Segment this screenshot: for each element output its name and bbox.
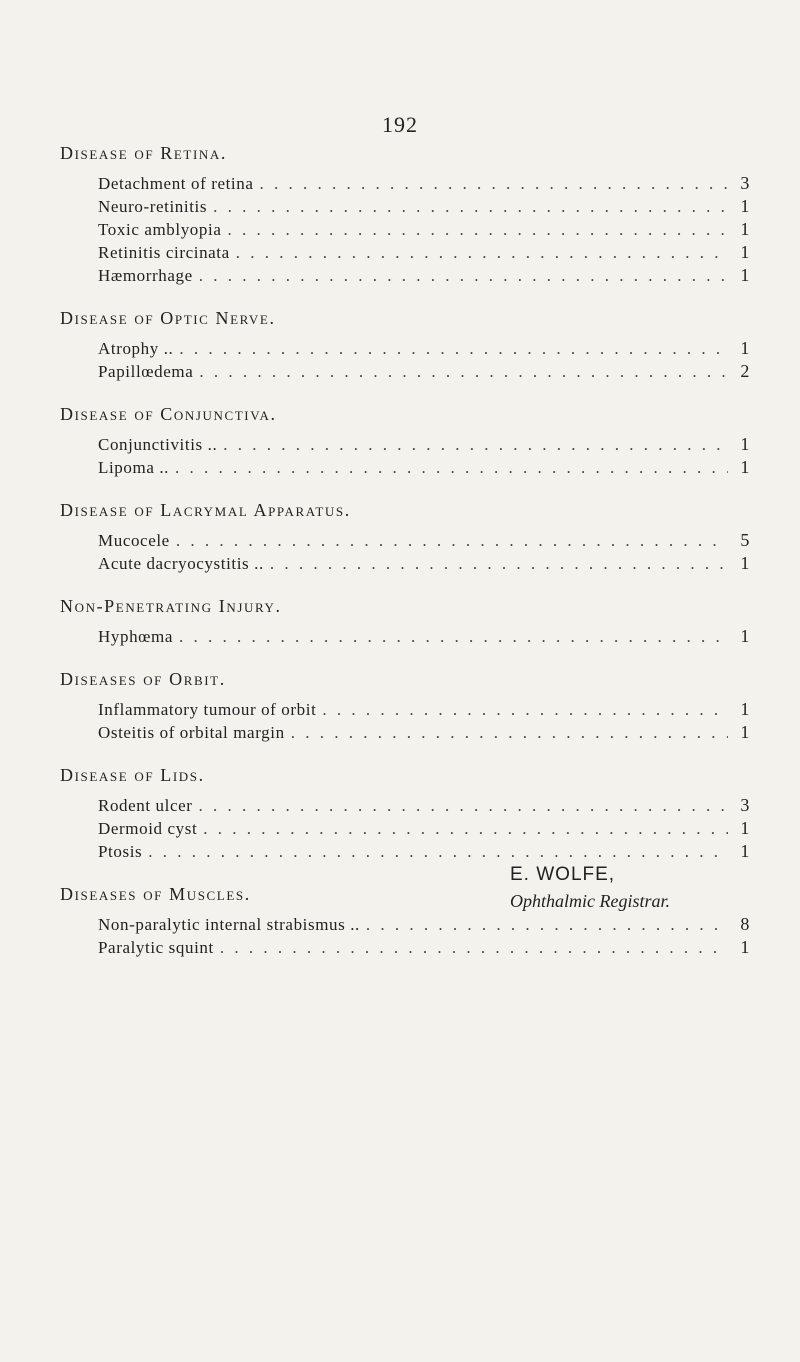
section-heading: Disease of Optic Nerve.: [60, 308, 276, 328]
item-count: 5: [740, 530, 750, 550]
list-item: [60, 241, 750, 264]
item-label: Toxic amblyopia: [98, 220, 222, 239]
item-label: Atrophy ..: [98, 339, 174, 358]
item-count: 1: [740, 338, 750, 358]
dot-leader: [199, 360, 728, 383]
item-count: 8: [740, 914, 750, 934]
list-item: [60, 433, 750, 456]
section-lacrymal-apparatus: [60, 497, 750, 575]
section-non-penetrating-injury: [60, 593, 750, 648]
dot-leader: [148, 840, 728, 863]
list-item: [60, 817, 750, 840]
item-count: 3: [740, 173, 750, 193]
report-content: [60, 140, 750, 977]
item-count: 1: [740, 841, 750, 861]
item-count: 1: [740, 434, 750, 454]
dot-leader: [203, 817, 728, 840]
item-count: 2: [740, 361, 750, 381]
dot-leader: [199, 794, 728, 817]
list-item: [60, 552, 750, 575]
item-label: Osteitis of orbital margin: [98, 723, 285, 742]
list-item: [60, 264, 750, 287]
list-item: [60, 195, 750, 218]
item-count: 1: [740, 457, 750, 477]
list-item: [60, 218, 750, 241]
signature-name: E. WOLFE,: [510, 864, 616, 885]
item-label: Paralytic squint: [98, 938, 214, 957]
list-item: [60, 456, 750, 479]
item-count: 1: [740, 219, 750, 239]
dot-leader: [179, 625, 728, 648]
dot-leader: [260, 172, 729, 195]
item-label: Rodent ulcer: [98, 796, 193, 815]
dot-leader: [366, 913, 728, 936]
item-label: Lipoma ..: [98, 458, 170, 477]
item-label: Ptosis: [98, 842, 143, 861]
section-heading: Disease of Lacrymal Apparatus.: [60, 500, 351, 520]
section-orbit: [60, 666, 750, 744]
dot-leader: [322, 698, 728, 721]
item-label: Papillœdema: [98, 362, 194, 381]
page-number: 192: [382, 112, 418, 137]
item-label: Acute dacryocystitis ..: [98, 554, 264, 573]
item-label: Mucocele: [98, 531, 170, 550]
item-count: 1: [740, 818, 750, 838]
list-item: [60, 337, 750, 360]
item-count: 1: [740, 265, 750, 285]
dot-leader: [213, 195, 728, 218]
list-item: [60, 936, 750, 959]
dot-leader: [270, 552, 728, 575]
item-count: 1: [740, 722, 750, 742]
item-count: 1: [740, 242, 750, 262]
item-label: Conjunctivitis ..: [98, 435, 218, 454]
list-item: [60, 529, 750, 552]
dot-leader: [176, 529, 728, 552]
item-label: Hyphœma: [98, 627, 174, 646]
signature-title: Ophthalmic Registrar.: [510, 891, 670, 911]
dot-leader: [223, 433, 728, 456]
item-label: Neuro-retinitis: [98, 197, 208, 216]
item-count: 1: [740, 196, 750, 216]
list-item: [60, 360, 750, 383]
dot-leader: [236, 241, 728, 264]
section-heading: Disease of Conjunctiva.: [60, 404, 277, 424]
item-label: Retinitis circinata: [98, 243, 230, 262]
item-count: 1: [740, 699, 750, 719]
list-item: [60, 840, 750, 863]
list-item: [60, 698, 750, 721]
section-conjunctiva: [60, 401, 750, 479]
list-item: [60, 794, 750, 817]
dot-leader: [179, 337, 728, 360]
section-heading: Disease of Retina.: [60, 143, 227, 163]
item-label: Non-paralytic internal strabismus ..: [98, 915, 360, 934]
item-label: Hæmorrhage: [98, 266, 193, 285]
item-count: 1: [740, 937, 750, 957]
item-label: Dermoid cyst: [98, 819, 198, 838]
dot-leader: [175, 456, 728, 479]
section-optic-nerve: [60, 305, 750, 383]
list-item: [60, 172, 750, 195]
item-label: Inflammatory tumour of orbit: [98, 700, 317, 719]
section-heading: Diseases of Muscles.: [60, 884, 251, 904]
item-count: 1: [740, 626, 750, 646]
section-heading: Disease of Lids.: [60, 765, 205, 785]
section-heading: Diseases of Orbit.: [60, 669, 226, 689]
dot-leader: [227, 218, 728, 241]
dot-leader: [291, 721, 728, 744]
item-label: Detachment of retina: [98, 174, 254, 193]
list-item: [60, 721, 750, 744]
signature-block: [510, 862, 770, 914]
section-retina: [60, 140, 750, 287]
item-count: 3: [740, 795, 750, 815]
section-heading: Non-Penetrating Injury.: [60, 596, 282, 616]
item-count: 1: [740, 553, 750, 573]
list-item: [60, 625, 750, 648]
list-item: [60, 913, 750, 936]
dot-leader: [220, 936, 728, 959]
dot-leader: [199, 264, 728, 287]
section-lids: [60, 762, 750, 863]
